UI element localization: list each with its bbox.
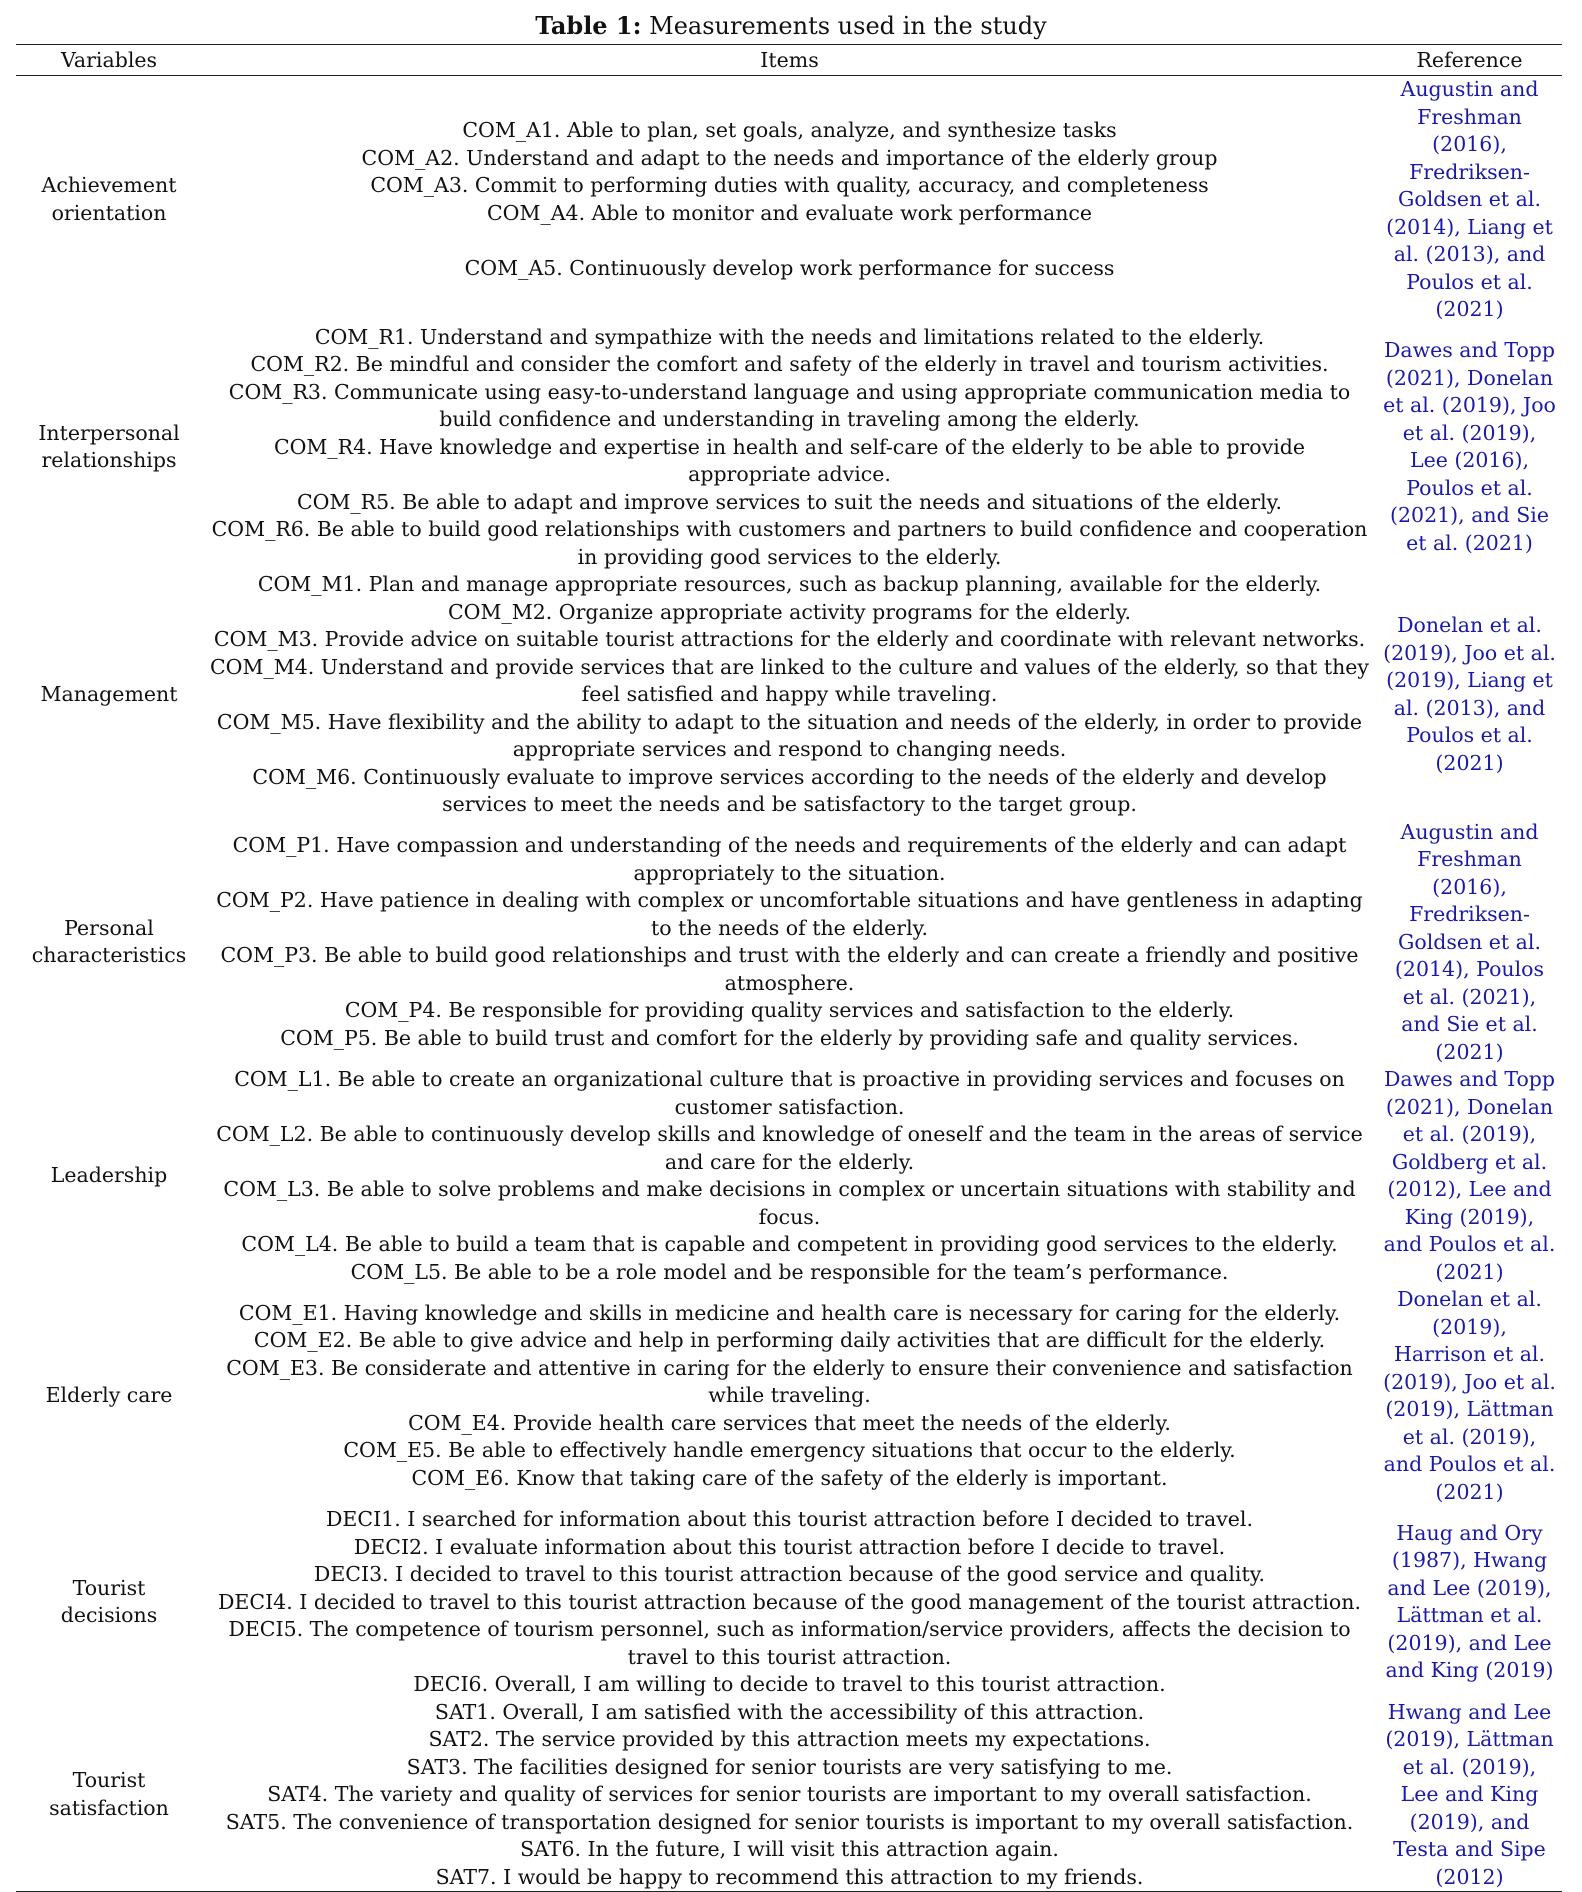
variable-cell: Interpersonal relationships <box>38 420 180 473</box>
table-row <box>16 1066 1562 1286</box>
item-text: COM_E6. Know that taking care of the safety of the elderly is important. <box>411 1465 1168 1490</box>
item-text: COM_P2. Have patience in dealing with complex or uncomfortable situations and have gentleness in adapting to the needs of the elderly. <box>216 888 1363 940</box>
reference-cell[interactable]: Haug and Ory (1987), Hwang and Lee (2019), Lättman et al. (2019), and Lee and King (2019) <box>1385 1520 1554 1683</box>
variable-cell: Personal characteristics <box>31 915 187 968</box>
item-text: COM_A1. Able to plan, set goals, analyze, and synthesize tasks <box>462 118 1117 143</box>
item-text: COM_R2. Be mindful and consider the comfort and safety of the elderly in travel and tourism activities. <box>250 352 1329 376</box>
item-text: SAT7. I would be happy to recommend this attraction to my friends. <box>435 1864 1144 1889</box>
item-text: COM_L3. Be able to solve problems and make decisions in complex or uncertain situations with stability and focus. <box>223 1177 1356 1229</box>
item-text: COM_A3. Commit to performing duties with quality, accuracy, and completeness <box>370 173 1209 198</box>
items-cell <box>202 76 1377 324</box>
header-items: Items <box>202 45 1377 76</box>
variable-cell: Achievement orientation <box>41 173 177 225</box>
item-text: DECI2. I evaluate information about this tourist attraction before I decide to travel. <box>353 1534 1226 1559</box>
item-text: COM_P5. Be able to build trust and comfort for the elderly by providing safe and quality services. <box>280 1025 1299 1050</box>
items-cell <box>202 1699 1377 1892</box>
item-text: COM_R3. Communicate using easy-to-understand language and using appropriate communication media to build confidence and understanding in traveling among the elderly. <box>228 379 1351 431</box>
table-body <box>16 76 1562 1892</box>
table-row <box>16 819 1562 1067</box>
item-text: SAT3. The facilities designed for senior tourists are very satisfying to me. <box>406 1754 1173 1779</box>
item-text: COM_M1. Plan and manage appropriate resources, such as backup planning, available for the elderly. <box>257 572 1322 596</box>
item-text: COM_A2. Understand and adapt to the needs and importance of the elderly group <box>361 145 1218 170</box>
caption-text: Measurements used in the study <box>641 12 1047 40</box>
item-text: DECI4. I decided to travel to this tourist attraction because of the good management of the tourist attraction. <box>218 1589 1361 1614</box>
item-text: SAT6. In the future, I will visit this attraction again. <box>520 1837 1059 1861</box>
item-text: COM_R1. Understand and sympathize with the needs and limitations related to the elderly. <box>314 324 1265 349</box>
table-row <box>16 324 1562 572</box>
item-text: COM_P3. Be able to build good relationships and trust with the elderly and can create a friendly and positive atmosphere. <box>220 943 1359 995</box>
variable-cell: Leadership <box>50 1163 168 1188</box>
item-text <box>210 227 1369 255</box>
reference-cell[interactable]: Donelan et al. (2019), Joo et al. (2019), Liang et al. (2013), and Poulos et al. (2021) <box>1383 613 1556 775</box>
item-text: COM_L2. Be able to continuously develop skills and knowledge of oneself and the team in the areas of service and care for the elderly. <box>216 1122 1363 1174</box>
caption-label: Table 1: <box>535 11 642 40</box>
item-text: DECI1. I searched for information about this tourist attraction before I decided to travel. <box>326 1507 1253 1531</box>
item-text: SAT1. Overall, I am satisfied with the accessibility of this attraction. <box>434 1699 1145 1724</box>
items-cell <box>202 1506 1377 1699</box>
item-text: COM_E4. Provide health care services that meet the needs of the elderly. <box>408 1410 1171 1435</box>
reference-cell[interactable]: Dawes and Topp (2021), Donelan et al. (2019), Joo et al. (2019), Lee (2016), Poulos et al. (2021), and Sie et al. (2021) <box>1383 338 1556 555</box>
variable-cell: Elderly care <box>45 1383 173 1408</box>
measurements-table <box>16 44 1562 1892</box>
item-text: COM_M5. Have flexibility and the ability to adapt to the situation and needs of the elderly, in order to provide appropriate services and respond to changing needs. <box>216 709 1363 761</box>
items-cell <box>202 819 1377 1067</box>
header-row <box>16 45 1562 76</box>
item-text: DECI6. Overall, I am willing to decide to travel to this tourist attraction. <box>413 1672 1166 1696</box>
item-text: COM_L4. Be able to build a team that is capable and competent in providing good services to the elderly. <box>241 1232 1338 1256</box>
item-text: COM_P1. Have compassion and understanding of the needs and requirements of the elderly and can adapt appropriately to the situation. <box>232 833 1347 885</box>
item-text: COM_M4. Understand and provide services that are linked to the culture and values of the elderly, so that they feel satisfied and happy while traveling. <box>210 654 1370 706</box>
item-text: COM_R5. Be able to adapt and improve services to suit the needs and situations of the elderly. <box>296 489 1283 514</box>
variable-cell: Management <box>40 682 178 706</box>
item-text: COM_M2. Organize appropriate activity programs for the elderly. <box>447 599 1132 624</box>
item-text: COM_L5. Be able to be a role model and be responsible for the team’s performance. <box>350 1259 1229 1284</box>
item-text: SAT5. The convenience of transportation designed for senior tourists is important to my overall satisfaction. <box>225 1809 1354 1834</box>
reference-cell[interactable]: Augustin and Freshman (2016), Fredriksen-Goldsen et al. (2014), Liang et al. (2013), and Poulos et al. (2021) <box>1386 77 1553 321</box>
item-text: COM_P4. Be responsible for providing quality services and satisfaction to the elderly. <box>344 998 1235 1023</box>
items-cell <box>202 1066 1377 1286</box>
item-text: COM_E2. Be able to give advice and help in performing daily activities that are difficult for the elderly. <box>253 1328 1326 1353</box>
reference-cell[interactable]: Donelan et al. (2019), Harrison et al. (2019), Joo et al. (2019), Lättman et al. (2019), and Poulos et al. (2021) <box>1383 1287 1556 1504</box>
variable-cell: Tourist satisfaction <box>16 1699 202 1892</box>
item-text: COM_M6. Continuously evaluate to improve services according to the needs of the elderly and develop services to meet the needs and be satisfactory to the target group. <box>252 764 1327 816</box>
item-text: DECI5. The competence of tourism personnel, such as information/service providers, affects the decision to travel to this tourist attraction. <box>228 1617 1351 1669</box>
reference-cell[interactable]: Dawes and Topp (2021), Donelan et al. (2019), Goldberg et al. (2012), Lee and King (2019), and Poulos et al. (2021) <box>1383 1067 1556 1284</box>
item-text: COM_M3. Provide advice on suitable tourist attractions for the elderly and coordinate with relevant networks. <box>213 627 1366 651</box>
items-cell <box>202 324 1377 572</box>
items-cell <box>202 1286 1377 1506</box>
variable-cell: Tourist decisions <box>60 1575 158 1628</box>
item-text: COM_L1. Be able to create an organizational culture that is proactive in providing services and focuses on customer satisfaction. <box>234 1067 1345 1119</box>
item-text: COM_E5. Be able to effectively handle emergency situations that occur to the elderly. <box>343 1438 1236 1463</box>
item-text: COM_R4. Have knowledge and expertise in health and self-care of the elderly to be able to provide appropriate advice. <box>273 434 1306 486</box>
items-cell <box>202 571 1377 819</box>
item-text: COM_R6. Be able to build good relationships with customers and partners to build confidence and cooperation in providing good services to the elderly. <box>211 517 1368 569</box>
reference-cell[interactable]: Hwang and Lee (2019), Lättman et al. (2019), Lee and King (2019), and Testa and Sipe (2012) <box>1377 1699 1562 1892</box>
table-caption <box>0 10 1582 42</box>
item-text: SAT4. The variety and quality of services for senior tourists are important to my overall satisfaction. <box>267 1782 1312 1806</box>
item-text: COM_A5. Continuously develop work performance for success <box>464 255 1115 280</box>
table-row <box>16 76 1562 324</box>
table-row <box>16 1286 1562 1506</box>
header-reference: Reference <box>1377 45 1562 76</box>
item-text: DECI3. I decided to travel to this tourist attraction because of the good service and quality. <box>313 1562 1266 1586</box>
table-row <box>16 571 1562 819</box>
item-text: SAT2. The service provided by this attraction meets my expectations. <box>428 1727 1151 1751</box>
item-text: COM_E1. Having knowledge and skills in medicine and health care is necessary for caring for the elderly. <box>238 1300 1341 1325</box>
header-variables: Variables <box>16 45 202 76</box>
table-row <box>16 1699 1562 1892</box>
item-text: COM_A4. Able to monitor and evaluate work performance <box>486 200 1093 225</box>
item-text: COM_E3. Be considerate and attentive in caring for the elderly to ensure their convenience and satisfaction while traveling. <box>226 1355 1353 1408</box>
reference-cell[interactable]: Augustin and Freshman (2016), Fredriksen-Goldsen et al. (2014), Poulos et al. (2021), and Sie et al. (2021) <box>1394 819 1545 1064</box>
table-row <box>16 1506 1562 1699</box>
